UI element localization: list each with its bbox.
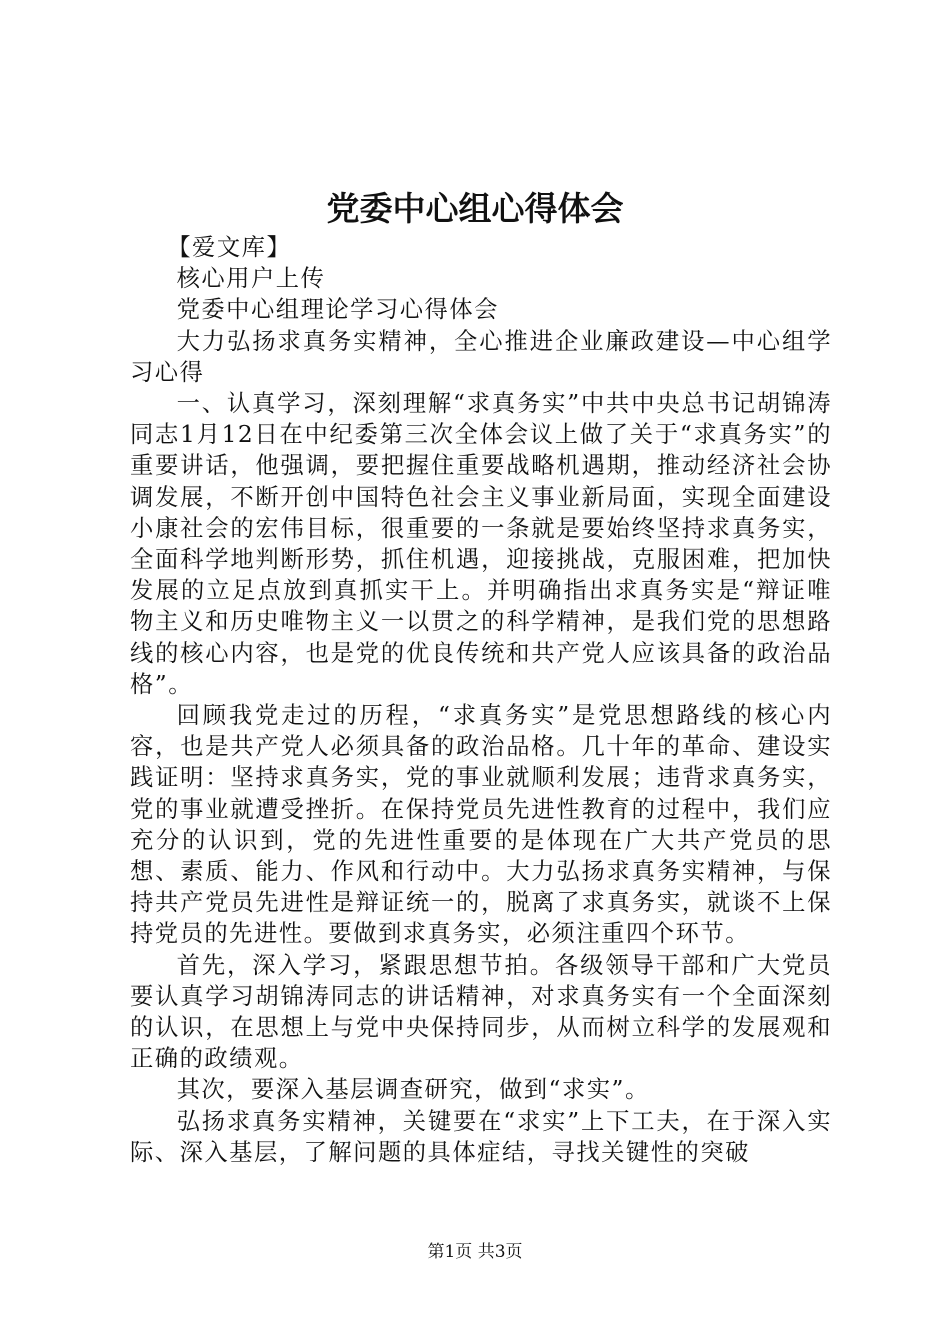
document-body	[130, 232, 832, 1168]
paragraph-subtitle: 党委中心组理论学习心得体会	[176, 296, 499, 324]
paragraph-uploader: 核心用户上传	[176, 265, 326, 293]
page-footer: 第1页 共3页	[427, 1242, 523, 1262]
paragraph-source: 【爱文库】	[167, 234, 292, 261]
paragraph-promote: 弘扬求真务实精神，关键要在“求实”上下工夫，在于深入实际、深入基层，了解问题的具体症结，寻找关键性的突破	[130, 1107, 832, 1166]
paragraph-first: 首先，深入学习，紧跟思想节拍。各级领导干部和广大党员要认真学习胡锦涛同志的讲话精神，对求真务实有一个全面深刻的认识，在思想上与党中央保持同步，从而树立科学的发展观和正确的政绩观。	[130, 951, 832, 1073]
paragraph-section-one: 一、认真学习，深刻理解“求真务实”中共中央总书记胡锦涛同志1月12日在中纪委第三次全体会议上做了关于“求真务实”的重要讲话，他强调，要把握住重要战略机遇期，推动经济社会协调发展，不断开创中国特色社会主义事业新局面，实现全面建设小康社会的宏伟目标，很重要的一条就是要始终坚持求真务实，全面科学地判断形势，抓住机遇，迎接挑战，克服困难，把加快发展的立足点放到真抓实干上。并明确指出求真务实是“辩证唯物主义和历史唯物主义一以贯之的科学精神，是我们党的思想路线的核心内容，也是党的优良传统和共产党人应该具备的政治品格”。	[130, 390, 832, 698]
paragraph-second: 其次，要深入基层调查研究，做到“求实”。	[176, 1076, 650, 1104]
document-title: 党委中心组心得体会	[326, 189, 624, 228]
paragraph-heading: 大力弘扬求真务实精神，全心推进企业廉政建设—中心组学习心得	[130, 327, 832, 386]
paragraph-review: 回顾我党走过的历程，“求真务实”是党思想路线的核心内容，也是共产党人必须具备的政治品格。几十年的革命、建设实践证明：坚持求真务实，党的事业就顺利发展；违背求真务实，党的事业就遭受挫折。在保持党员先进性教育的过程中，我们应充分的认识到，党的先进性重要的是体现在广大共产党员的思想、素质、能力、作风和行动中。大力弘扬求真务实精神，与保持共产党员先进性是辩证统一的，脱离了求真务实，就谈不上保持党员的先进性。要做到求真务实，必须注重四个环节。	[130, 702, 832, 948]
